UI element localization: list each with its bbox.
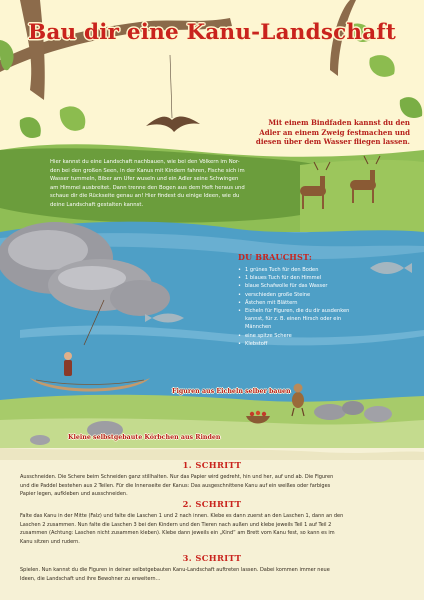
- stone-1: [314, 404, 346, 420]
- list-item: • Ästchen mit Blättern: [238, 299, 368, 307]
- step-text: [20, 566, 404, 583]
- list-item: • 1 grünes Tuch für den Boden: [238, 266, 368, 274]
- step-line: Ideen, die Landschaft und ihre Bewohner zu erweitern...: [20, 575, 161, 582]
- intro-line: am Himmel ausbreitet. Dann trenne den Bogen aus dem Heft heraus und: [50, 184, 245, 191]
- intro-line: schaue dir die Rückseite genau an! Hier findest du einige Ideen, wie du: [50, 193, 240, 200]
- step-line: zusammen (Achtung: Laschen nicht zusammen kleben). Klebe dann jeweils ein „Kind“ am Brett vom Kanu fest, so kann es im: [20, 530, 335, 536]
- boulder-middle-highlight: [58, 266, 126, 290]
- step-line: und die Paddel bestehen aus 2 Teilen. Für die Innenseite der Kanus: Das ausgeschnittene Kanu auf ein weißes oder farbiges: [20, 482, 331, 489]
- list-item: • blaue Schafwolle für das Wasser: [238, 282, 368, 290]
- stone-2: [342, 401, 364, 415]
- step-1: [0, 460, 424, 499]
- step-line: Spielen. Nun kannst du die Figuren in deiner selbstgebauten Kanu-Landschaft auftreten lassen. Dabei kommen immer neue: [20, 567, 330, 573]
- step-line: Kanu sitzen und rudern.: [20, 538, 80, 545]
- intro-line: Wasser tummeln, Biber am Ufer wuseln und ein Adler seine Schwingen: [50, 176, 239, 183]
- list-item: • eine spitze Schere: [238, 332, 368, 340]
- intro-line: den bei den großen Seen, in der Kanus mit Kindern fahren, Fische sich im: [50, 167, 245, 174]
- canoe-child: [64, 360, 72, 376]
- materials-list: [238, 252, 368, 348]
- eagle-hint-line: Mit einem Bindfaden kannst du den: [268, 118, 410, 127]
- intro-text: [50, 158, 330, 210]
- caption-acorn-figures: Figuren aus Eicheln selber bauen: [172, 388, 291, 395]
- step-line: Laschen 2 zusammen. Nun falte die Laschen 3 bei den Kindern und den Tieren nach außen und klebe jeweils Teil 1 auf Teil 2: [20, 521, 332, 528]
- step-heading: 3. SCHRITT: [182, 553, 242, 563]
- step-3: [0, 553, 424, 583]
- step-line: Falte das Kanu in der Mitte (Falz) und falte die Laschen 1 und 2 nach innen. Klebe es dann zuerst an den Laschen 1, dann an den: [20, 513, 344, 519]
- stone-3: [364, 406, 392, 422]
- intro-line: deine Landschaft gestalten kannst.: [50, 201, 144, 208]
- list-item: • 1 blaues Tuch für den Himmel: [238, 274, 368, 282]
- step-line: Papier legen, aufkleben und ausschneiden.: [20, 491, 128, 497]
- stone-5: [30, 435, 50, 445]
- step-text: [20, 512, 404, 546]
- list-item: • Eicheln für Figuren, die du dir ausdenken kannst, für z. B. einen Hirsch oder ein Männchen: [238, 307, 368, 332]
- step-heading: 1. SCHRITT: [182, 460, 242, 470]
- step-text: [20, 473, 404, 499]
- step-2: [0, 499, 424, 546]
- caption-bark-baskets: Kleine selbstgebaute Körbchen aus Rinden: [68, 434, 221, 441]
- list-item: • Klebstoff: [238, 340, 368, 348]
- eagle-hint-line: Adler an einem Zweig festmachen und: [259, 127, 410, 137]
- materials-items: [238, 266, 368, 348]
- step-heading: 2. SCHRITT: [182, 499, 242, 509]
- materials-title: DU BRAUCHST:: [238, 252, 313, 262]
- step-line: Ausschneiden. Die Schere beim Schneiden ganz stillhalten. Nur das Papier wird gedreht, hin und her, auf und ab. Die Figuren: [20, 474, 334, 480]
- eagle-hint-line: diesen über dem Wasser fliegen lassen.: [255, 137, 410, 146]
- intro-line: Hier kannst du eine Landschaft nachbauen, wie bei den Völkern im Nor-: [50, 159, 240, 165]
- eagle-hint: [232, 118, 410, 147]
- page-title: Bau dir eine Kanu-Landschaft: [28, 20, 396, 45]
- list-item: • verschieden große Steine: [238, 291, 368, 299]
- boulder-small: [110, 280, 170, 316]
